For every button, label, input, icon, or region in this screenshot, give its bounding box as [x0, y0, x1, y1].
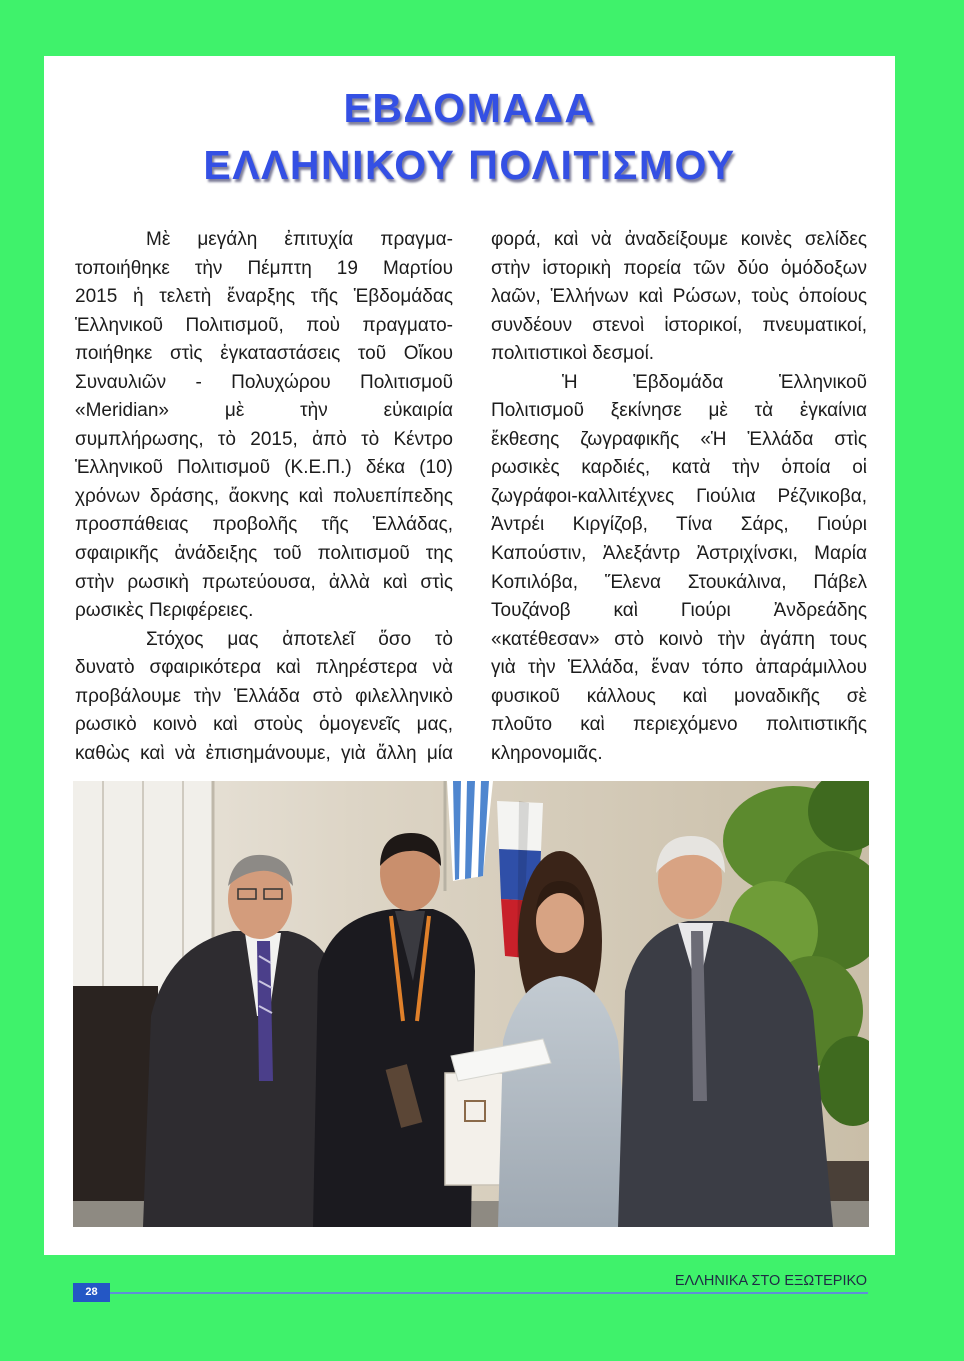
- article-line: στὴν ρωσικὴ πρωτεύουσα, ἀλλὰ καὶ στὶς: [75, 571, 453, 593]
- article-line: Στόχος μας ἀποτελεῖ ὅσο τὸ: [146, 628, 453, 650]
- article-line: συμπλήρωσης, τὸ 2015, ἀπὸ τὸ Κέντρο: [75, 428, 453, 450]
- article-line: ποιήθηκε στὶς ἐγκαταστάσεις τοῦ Οἴκου: [75, 343, 453, 365]
- article-line: Καπούστιν, Ἀλεξάντρ Ἀστριχίνσκι, Μαρία: [491, 543, 867, 565]
- article-line: τοποιήθηκε τὴν Πέμπτη 19 Μαρτίου: [75, 257, 453, 279]
- article-line: Ἑλληνικοῦ Πολιτισμοῦ, ποὺ πραγματο-: [75, 314, 453, 336]
- event-photo: [73, 781, 869, 1227]
- article-line: στὴν ἱστορικὴ πορεία τῶν δύο ὁμόδοξων: [491, 257, 867, 279]
- article-line: Ἡ Ἑβδομάδα Ἑλληνικοῦ: [562, 371, 867, 393]
- article-line: πλοῦτο καὶ περιεχόμενο πολιτιστικῆς: [491, 714, 867, 736]
- article-line: ρωσικὲς Περιφέρειες.: [75, 600, 254, 622]
- article-line: συνδέουν στενοὶ ἱστορικοί, πνευματικοί,: [491, 314, 867, 336]
- article-line: γιὰ τὴν Ἑλλάδα, ἕναν τόπο ἀπαράμιλλου: [491, 657, 867, 679]
- article-left-column: [75, 226, 453, 768]
- article-right-column: [491, 226, 867, 768]
- article-line: καθὼς καὶ νὰ ἐπισημάνουμε, γιὰ ἄλλη μία: [75, 742, 453, 764]
- article-line: Ἑλληνικοῦ Πολιτισμοῦ (Κ.Ε.Π.) δέκα (10): [75, 457, 453, 479]
- article-line: σφαιρικῆς ἀνάδειξης τοῦ πολιτισμοῦ της: [75, 543, 453, 565]
- article-line: Ἀντρέι Κιργίζοβ, Τίνα Σάρς, Γιούρι: [491, 514, 867, 536]
- article-line: φυσικοῦ κάλλους καὶ μοναδικῆς σὲ: [491, 685, 867, 707]
- article-line: «κατέθεσαν» στὸ κοινὸ τὴν ἀγάπη τους: [491, 628, 867, 650]
- article-line: Πολιτισμοῦ ξεκίνησε μὲ τὰ ἐγκαίνια: [491, 400, 867, 422]
- article-title-line-2: ΕΛΛΗΝΙΚΟΥ ΠΟΛΙΤΙΣΜΟΥ: [203, 142, 736, 188]
- article-line: ρωσικὲς καρδιές, κατὰ τὴν ὁποία οἱ: [491, 457, 867, 479]
- article-line: Τουζάνοβ καὶ Γιούρι Ἀνδρεάδης: [491, 600, 867, 622]
- shopping-bag: [445, 1062, 505, 1185]
- article-line: πολιτιστικοὶ δεσμοί.: [491, 343, 655, 365]
- article-line: ζωγράφοι-καλλιτέχνες Γιούλια Ρέζνικοβα,: [491, 485, 867, 507]
- page-number: 28: [73, 1283, 110, 1302]
- article-line: φορά, καὶ νὰ ἀναδείξουμε κοινὲς σελίδες: [491, 229, 867, 250]
- footer-rule: [110, 1292, 868, 1294]
- article-line: ἔκθεσης ζωγραφικῆς «Ἡ Ἑλλάδα στὶς: [491, 428, 867, 450]
- article-line: ρωσικὸ κοινὸ καὶ στοὺς ὁμογενεῖς μας,: [75, 714, 453, 736]
- article-line: προβάλουμε τὴν Ἑλλάδα στὸ φιλελληνικὸ: [75, 685, 453, 707]
- article-title-line-1: ΕΒΔΟΜΑΔΑ: [343, 85, 596, 131]
- event-photo-image: [73, 781, 869, 1227]
- article-line: Κοπιλόβα, Ἕλενα Στουκάλινα, Πάβελ: [491, 571, 867, 593]
- article-line: προσπάθειας προβολῆς τῆς Ἑλλάδας,: [75, 514, 453, 536]
- article-line: Μὲ μεγάλη ἐπιτυχία πραγμα-: [146, 229, 453, 250]
- article-line: δυνατὸ σφαιρικότερα καὶ πληρέστερα νὰ: [75, 657, 453, 679]
- article-line: 2015 ἡ τελετὴ ἔναρξης τῆς Ἑβδομάδας: [75, 286, 453, 308]
- article-line: «Meridian» μὲ τὴν εὐκαιρία: [75, 400, 453, 422]
- article-line: χρόνων δράσης, ἄοκνης καὶ πολυεπίπεδης: [75, 485, 453, 507]
- article-line: Συναυλιῶν - Πολυχώρου Πολιτισμοῦ: [75, 371, 453, 393]
- article-line: λαῶν, Ἑλλήνων καὶ Ρώσων, τοὺς ὁποίους: [491, 286, 867, 308]
- publication-title: ΕΛΛΗΝΙΚΑ ΣΤΟ ΕΞΩΤΕΡΙΚΟ: [674, 1273, 867, 1289]
- article-line: κληρονομιᾶς.: [491, 742, 603, 764]
